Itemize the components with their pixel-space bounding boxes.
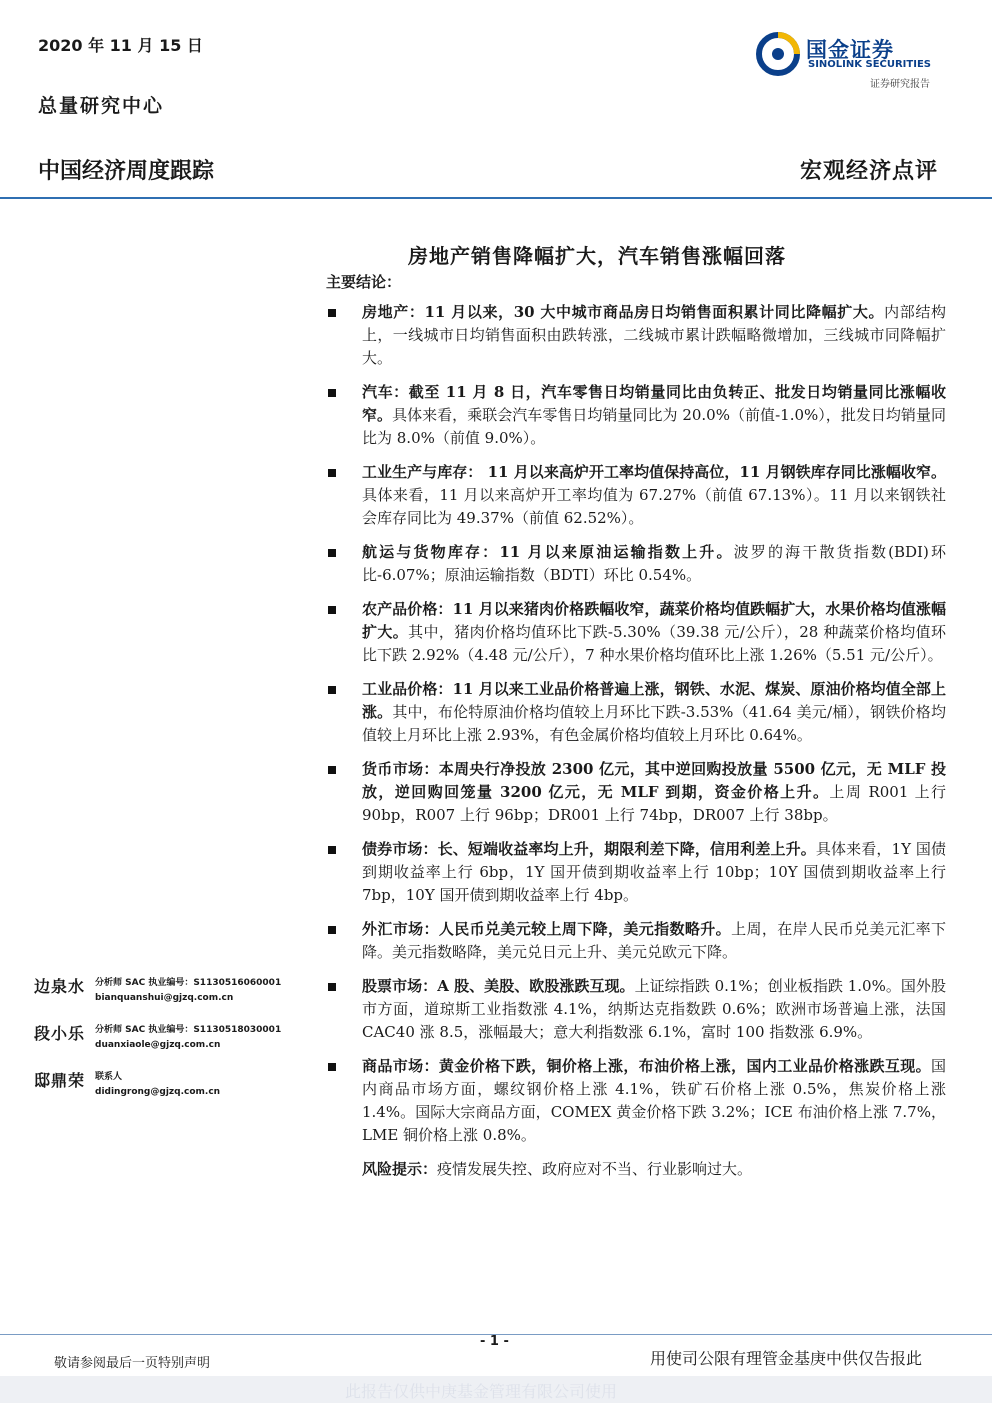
report-type: 宏观经济点评 [799, 158, 938, 184]
bullet-square-icon [328, 983, 336, 991]
bullet-square-icon [328, 686, 336, 694]
bullet-text: 上周 R001 上行 90bp，R007 上行 96bp；DR001 上行 74bp，DR007 上行 38bp。 [362, 783, 946, 824]
analyst-name: 边泉水 [34, 977, 86, 996]
logo-mark-icon [756, 32, 800, 76]
bullet-lead: 农产品价格：11 月以来猪肉价格跌幅收窄，蔬菜价格均值跌幅扩大，水果价格均值涨幅扩大。 [362, 600, 946, 641]
bullet-fx-market [322, 918, 946, 964]
bullet-lead: 工业品价格：11 月以来工业品价格普遍上涨，钢铁、水泥、煤炭、原油价格均值全部上涨。 [362, 680, 946, 721]
conclusions-list [322, 301, 946, 1181]
analyst-info [95, 1070, 220, 1100]
bullet-text: 具体来看，11 月以来高炉开工率均值为 67.27%（前值 67.13%）。11 月以来钢铁社会库存同比为 49.37%（前值 62.52%）。 [362, 486, 946, 527]
bullet-lead: 房地产：11 月以来，30 大中城市商品房日均销售面积累计同比降幅扩大。 [362, 303, 885, 321]
bullet-real-estate [322, 301, 946, 370]
disclaimer-note: 敬请参阅最后一页特别声明 [54, 1356, 211, 1371]
company-logo [756, 30, 946, 90]
bullet-text: 其中，猪肉价格均值环比下跌-5.30%（39.38 元/公斤），28 种蔬菜价格均值环比下跌 2.92%（4.48 元/公斤），7 种水果价格均值环比上涨 1.26%（5.51 元/公斤）。 [362, 623, 946, 664]
risk-text: 疫情发展失控、政府应对不当、行业影响过大。 [437, 1160, 753, 1178]
bullet-lead: 商品市场：黄金价格下跌，铜价格上涨，布油价格上涨，国内工业品价格涨跌互现。 [362, 1057, 931, 1075]
bullet-stock-market [322, 975, 946, 1044]
bullet-square-icon [328, 469, 336, 477]
report-title: 中国经济周度跟踪 [38, 159, 215, 184]
bullet-text: 具体来看，1Y 国债到期收益率上行 6bp，1Y 国开债到期收益率上行 10bp；10Y 国债到期收益率上行 7bp，10Y 国开债到期收益率上行 4bp。 [362, 840, 946, 904]
bullet-square-icon [328, 309, 336, 317]
bullet-text: 内部结构上，一线城市日均销售面积由跌转涨，二线城市累计跌幅略微增加，三线城市同降幅扩大。 [362, 303, 946, 367]
bullet-square-icon [328, 766, 336, 774]
analyst-name: 邸鼎荣 [34, 1071, 86, 1090]
analyst-email[interactable]: duanxiaole@gjzq.com.cn [95, 1040, 221, 1050]
risk-warning [322, 1158, 946, 1181]
bullet-industrial-prices [322, 678, 946, 747]
bullet-lead: 外汇市场：人民币兑美元较上周下降，美元指数略升。 [362, 920, 732, 938]
research-center: 总量研究中心 [38, 95, 165, 117]
footer-mirrored-text: 用使司公限有理管金基庚中供仅告报此 [650, 1349, 923, 1368]
conclusions-label: 主要结论： [326, 273, 402, 291]
bullet-money-market [322, 758, 946, 827]
bullet-auto [322, 381, 946, 450]
bullet-square-icon [328, 846, 336, 854]
bullet-industry [322, 461, 946, 530]
bullet-commodity-market [322, 1055, 946, 1147]
bullet-text: 上周，在岸人民币兑美元汇率下降。美元指数略降，美元兑日元上升、美元兑欧元下降。 [362, 920, 946, 961]
bullet-square-icon [328, 926, 336, 934]
analyst-email[interactable]: bianquanshui@gjzq.com.cn [95, 993, 234, 1003]
logo-en-text: SINOLINK SECURITIES [808, 59, 931, 70]
page-number: - 1 - [480, 1334, 509, 1349]
bullet-lead: 债券市场：长、短端收益率均上升，期限利差下降，信用利差上升。 [362, 840, 816, 858]
watermark-text: 此报告仅供中庚基金管理有限公司使用 [345, 1382, 618, 1401]
bullet-agriculture [322, 598, 946, 667]
bullet-text: 波罗的海干散货指数(BDI)环比-6.07%；原油运输指数（BDTI）环比 0.54%。 [362, 543, 946, 584]
bullet-lead: 汽车：截至 11 月 8 日，汽车零售日均销量同比由负转正、批发日均销量同比涨幅收窄。 [362, 383, 946, 424]
bullet-text: 其中，布伦特原油价格均值较上月环比下跌-3.53%（41.64 美元/桶），钢铁价格均值较上月环比上涨 2.93%，有色金属价格均值较上月环比 0.64%。 [362, 703, 946, 744]
analyst-cert: 联系人 [95, 1072, 123, 1082]
analyst-info [95, 976, 281, 1006]
bullet-square-icon [328, 549, 336, 557]
risk-label: 风险提示： [362, 1160, 438, 1178]
bullet-square-icon [328, 389, 336, 397]
bullet-text: 具体来看，乘联会汽车零售日均销量同比为 20.0%（前值-1.0%），批发日均销量同比为 8.0%（前值 9.0%）。 [362, 406, 946, 447]
bullet-lead: 货币市场：本周央行净投放 2300 亿元，其中逆回购投放量 5500 亿元，无 MLF 投放，逆回购回笼量 3200 亿元，无 MLF 到期，资金价格上升。 [362, 760, 946, 801]
bullet-square-icon [328, 606, 336, 614]
analyst-name: 段小乐 [34, 1024, 86, 1043]
analyst-cert: 分析师 SAC 执业编号：S1130516060001 [95, 978, 282, 988]
bullet-square-icon [328, 1063, 336, 1071]
analyst-cert: 分析师 SAC 执业编号：S1130518030001 [95, 1025, 282, 1035]
logo-subtitle: 证券研究报告 [870, 79, 930, 90]
bullet-lead: 工业生产与库存： 11 月以来高炉开工率均值保持高位，11 月钢铁库存同比涨幅收窄。 [362, 463, 946, 481]
headline: 房地产销售降幅扩大，汽车销售涨幅回落 [408, 244, 786, 268]
bullet-shipping [322, 541, 946, 587]
logo-cn-text: 国金证券 [806, 38, 894, 62]
bullet-text: 上证综指跌 0.1%；创业板指跌 1.0%。国外股市方面，道琼斯工业指数涨 4.1%，纳斯达克指数跌 0.6%；欧洲市场普遍上涨，法国 CAC40 涨 8.5，涨幅最大；意大利指数涨 6.1%，富时 100 指数涨 6.9%。 [362, 977, 946, 1041]
bullet-lead: 航运与货物库存：11 月以来原油运输指数上升。 [362, 543, 734, 561]
bullet-text: 国内商品市场方面，螺纹钢价格上涨 4.1%，铁矿石价格上涨 0.5%，焦炭价格上涨 1.4%。国际大宗商品方面，COMEX 黄金价格下跌 3.2%；ICE 布油价格上涨 7.7%，LME 铜价格上涨 0.8%。 [362, 1057, 946, 1144]
bullet-bond-market [322, 838, 946, 907]
analyst-info [95, 1023, 281, 1053]
bullet-lead: 股票市场：A 股、美股、欧股涨跌互现。 [362, 977, 635, 995]
report-date: 2020 年 11 月 15 日 [38, 36, 203, 55]
header-divider [0, 197, 992, 199]
analyst-email[interactable]: didingrong@gjzq.com.cn [95, 1087, 221, 1097]
